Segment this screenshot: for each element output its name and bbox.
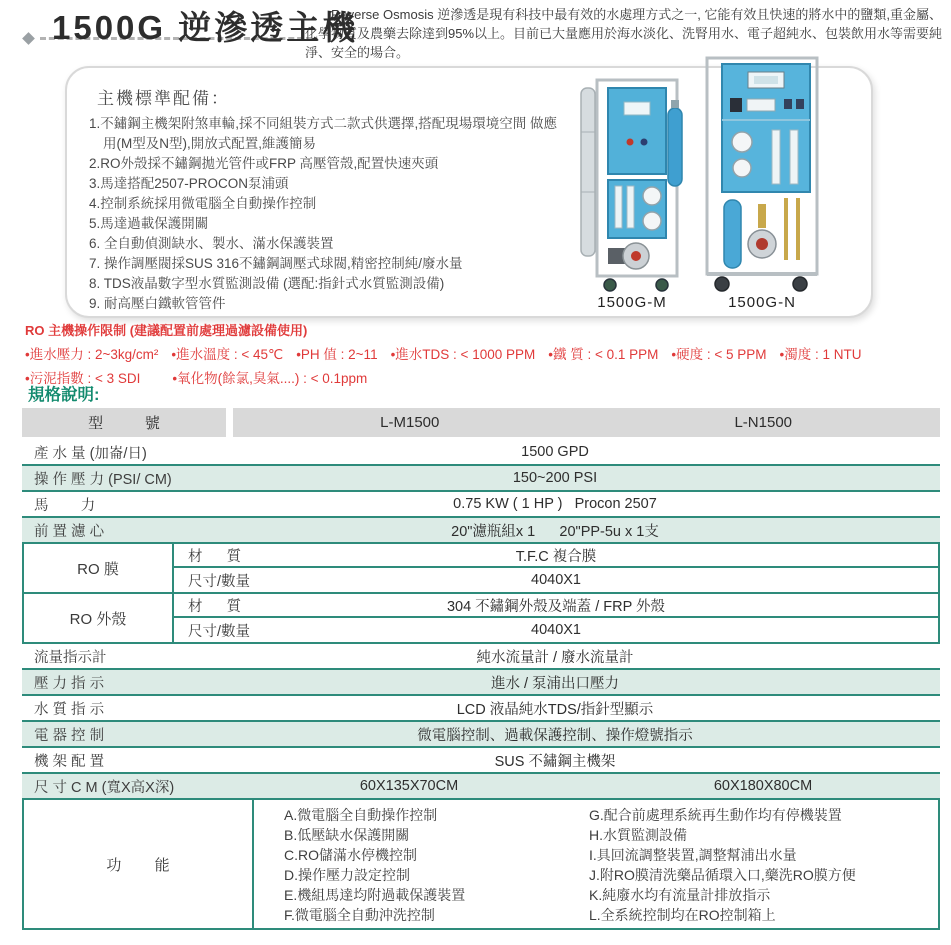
row-label: 產 水 量 (加崙/日)	[34, 445, 147, 462]
limits-row-1	[25, 343, 945, 363]
row-label: 操 作 壓 力 (PSI/ CM)	[34, 471, 172, 488]
row-label: 材 質	[188, 598, 242, 615]
row-label: 前 置 濾 心	[34, 523, 105, 540]
row-label: 尺寸/數量	[188, 573, 251, 590]
limit-item: •進水溫度 : < 45℃	[171, 347, 284, 362]
limit-item: •進水TDS : < 1000 PPM	[390, 347, 536, 362]
page-title: 1500G 逆滲透主機	[52, 9, 359, 46]
dimension-m: 60X135X70CM	[359, 778, 459, 794]
function-item: J.附RO膜清洗藥品循環入口,藥洗RO膜方便	[589, 867, 856, 883]
product-photo-1500g-m	[578, 72, 686, 296]
ro-subtable	[22, 542, 940, 644]
function-item: G.配合前處理系統再生動作均有停機裝置	[589, 807, 842, 823]
table-row	[22, 492, 940, 518]
limit-item: •進水壓力 : 2~3kg/cm²	[25, 347, 159, 362]
row-label: 機 架 配 置	[34, 753, 105, 770]
function-item: F.微電腦全自動沖洗控制	[284, 907, 435, 923]
header-model-label: 型 號	[22, 408, 226, 437]
row-value: 304 不鏽鋼外殼及端蓋 / FRP 外殼	[446, 598, 666, 615]
equipment-item: 9. 耐高壓白鐵軟管管件	[89, 296, 226, 311]
table-row	[22, 722, 940, 748]
intro-paragraph: Reverse Osmosis 逆滲透是現有科技中最有效的水處理方式之一, 它能有效且快速的將水中的鹽類,重金屬、化學物質及農藥去除達到95%以上。目前已大量應用於海水淡化、洗腎用水、電子超純水、包裝飲用水等需要純淨、安全的場合。	[305, 7, 943, 60]
function-item: E.機組馬達均附過載保護裝置	[284, 887, 466, 903]
spec-table	[22, 408, 940, 930]
product-label-n: 1500G-N	[728, 294, 796, 311]
row-label: 功 能	[24, 800, 254, 928]
row-value: T.F.C 複合膜	[515, 548, 597, 565]
limits-row-2	[25, 367, 945, 387]
function-item: I.具回流調整裝置,調整幫浦出水量	[589, 847, 797, 863]
row-label: 馬 力	[34, 497, 96, 514]
limit-item: •濁度 : 1 NTU	[779, 347, 862, 362]
function-item: L.全系統控制均在RO控制箱上	[589, 907, 776, 923]
product-photo-1500g-n	[700, 54, 824, 292]
row-label: 材 質	[188, 548, 242, 565]
row-value: 純水流量計 / 廢水流量計	[476, 649, 634, 666]
equipment-item: 8. TDS液晶數字型水質監測設備 (選配:指針式水質監測設備)	[89, 276, 445, 291]
ro-group-name: RO 膜	[24, 544, 174, 592]
operating-limits	[25, 320, 945, 387]
ro-housing-group	[24, 594, 938, 642]
row-label: 壓 力 指 示	[34, 675, 105, 692]
row-value: 20"濾瓶組x 1 20"PP-5u x 1支	[451, 523, 659, 540]
function-item: H.水質監測設備	[589, 827, 687, 843]
row-value: 0.75 KW ( 1 HP ) Procon 2507	[453, 496, 657, 512]
dimension-row	[22, 774, 940, 798]
row-label: 尺寸/數量	[188, 623, 251, 640]
function-item: B.低壓缺水保護開關	[284, 827, 410, 843]
function-item: C.RO儲滿水停機控制	[284, 847, 417, 863]
equipment-item: 4.控制系統採用微電腦全自動操作控制	[89, 196, 317, 211]
table-row	[22, 518, 940, 542]
row-label: 電 器 控 制	[34, 727, 105, 744]
specs-section-title: 規格說明:	[28, 386, 100, 404]
header-model-m: L-M1500	[380, 414, 440, 431]
equipment-item: 3.馬達搭配2507-PROCON泵浦頭	[89, 176, 289, 191]
equipment-item: 7. 操作調壓閥採SUS 316不鏽鋼調壓式球閥,精密控制純/廢水量	[89, 256, 463, 271]
product-label-m: 1500G-M	[597, 294, 667, 311]
table-row	[22, 696, 940, 722]
row-value: 1500 GPD	[521, 444, 589, 460]
function-item: D.操作壓力設定控制	[284, 867, 410, 883]
function-list-a-f	[284, 805, 589, 928]
row-label: 尺 寸 C M (寬X高X深)	[34, 779, 175, 796]
table-row	[22, 670, 940, 696]
row-value: 4040X1	[531, 622, 581, 638]
table-row	[174, 544, 938, 568]
ro-membrane-group	[24, 544, 938, 594]
row-value: 150~200 PSI	[512, 470, 598, 486]
equipment-list	[89, 114, 567, 314]
limit-item: •硬度 : < 5 PPM	[671, 347, 767, 362]
row-label: 流量指示計	[34, 649, 107, 666]
ro-group-name: RO 外殼	[24, 594, 174, 642]
equipment-item: 6. 全自動偵測缺水、製水、滿水保護裝置	[89, 236, 334, 251]
table-row	[22, 644, 940, 670]
equipment-item: 2.RO外殼採不鏽鋼拋光管件或FRP 高壓管殼,配置快速夾頭	[89, 156, 439, 171]
table-row	[22, 440, 940, 466]
row-value: LCD 液晶純水TDS/指針型顯示	[456, 701, 654, 718]
function-item: K.純廢水均有流量計排放指示	[589, 887, 771, 903]
table-row	[22, 748, 940, 774]
row-value: 4040X1	[531, 572, 581, 588]
table-row	[22, 466, 940, 492]
row-value: 微電腦控制、過載保護控制、操作燈號指示	[417, 727, 693, 744]
function-list-g-l	[589, 805, 938, 928]
limit-item: •氧化物(餘氯,臭氣....) : < 0.1ppm	[172, 371, 368, 386]
diamond-icon	[22, 32, 35, 45]
header-model-n: L-N1500	[734, 414, 793, 431]
function-item: A.微電腦全自動操作控制	[284, 807, 438, 823]
limit-item: •鐵 質 : < 0.1 PPM	[548, 347, 659, 362]
table-row	[174, 594, 938, 618]
equipment-item: 5.馬達過載保護開關	[89, 216, 209, 231]
table-header-row	[22, 408, 940, 437]
limit-item: •污泥指數 : < 3 SDI	[25, 371, 141, 386]
row-label: 水 質 指 示	[34, 701, 105, 718]
limit-item: •PH 值 : 2~11	[296, 347, 378, 362]
header-model-values	[233, 408, 940, 437]
dimension-n: 60X180X80CM	[713, 778, 813, 794]
table-row	[174, 568, 938, 592]
row-value: SUS 不鏽鋼主機架	[494, 753, 616, 770]
equipment-item: 1.不鏽鋼主機架附煞車輪,採不同組裝方式二款式供選擇,搭配現場環境空間 做應用(M型及N型),開放式配置,維護簡易	[89, 116, 558, 151]
equipment-heading: 主機標準配備：	[97, 89, 230, 108]
limits-title: RO 主機操作限制 (建議配置前處理過濾設備使用)	[25, 323, 308, 338]
row-value: 進水 / 泵浦出口壓力	[490, 675, 620, 692]
function-row	[22, 798, 940, 930]
table-row	[174, 618, 938, 642]
